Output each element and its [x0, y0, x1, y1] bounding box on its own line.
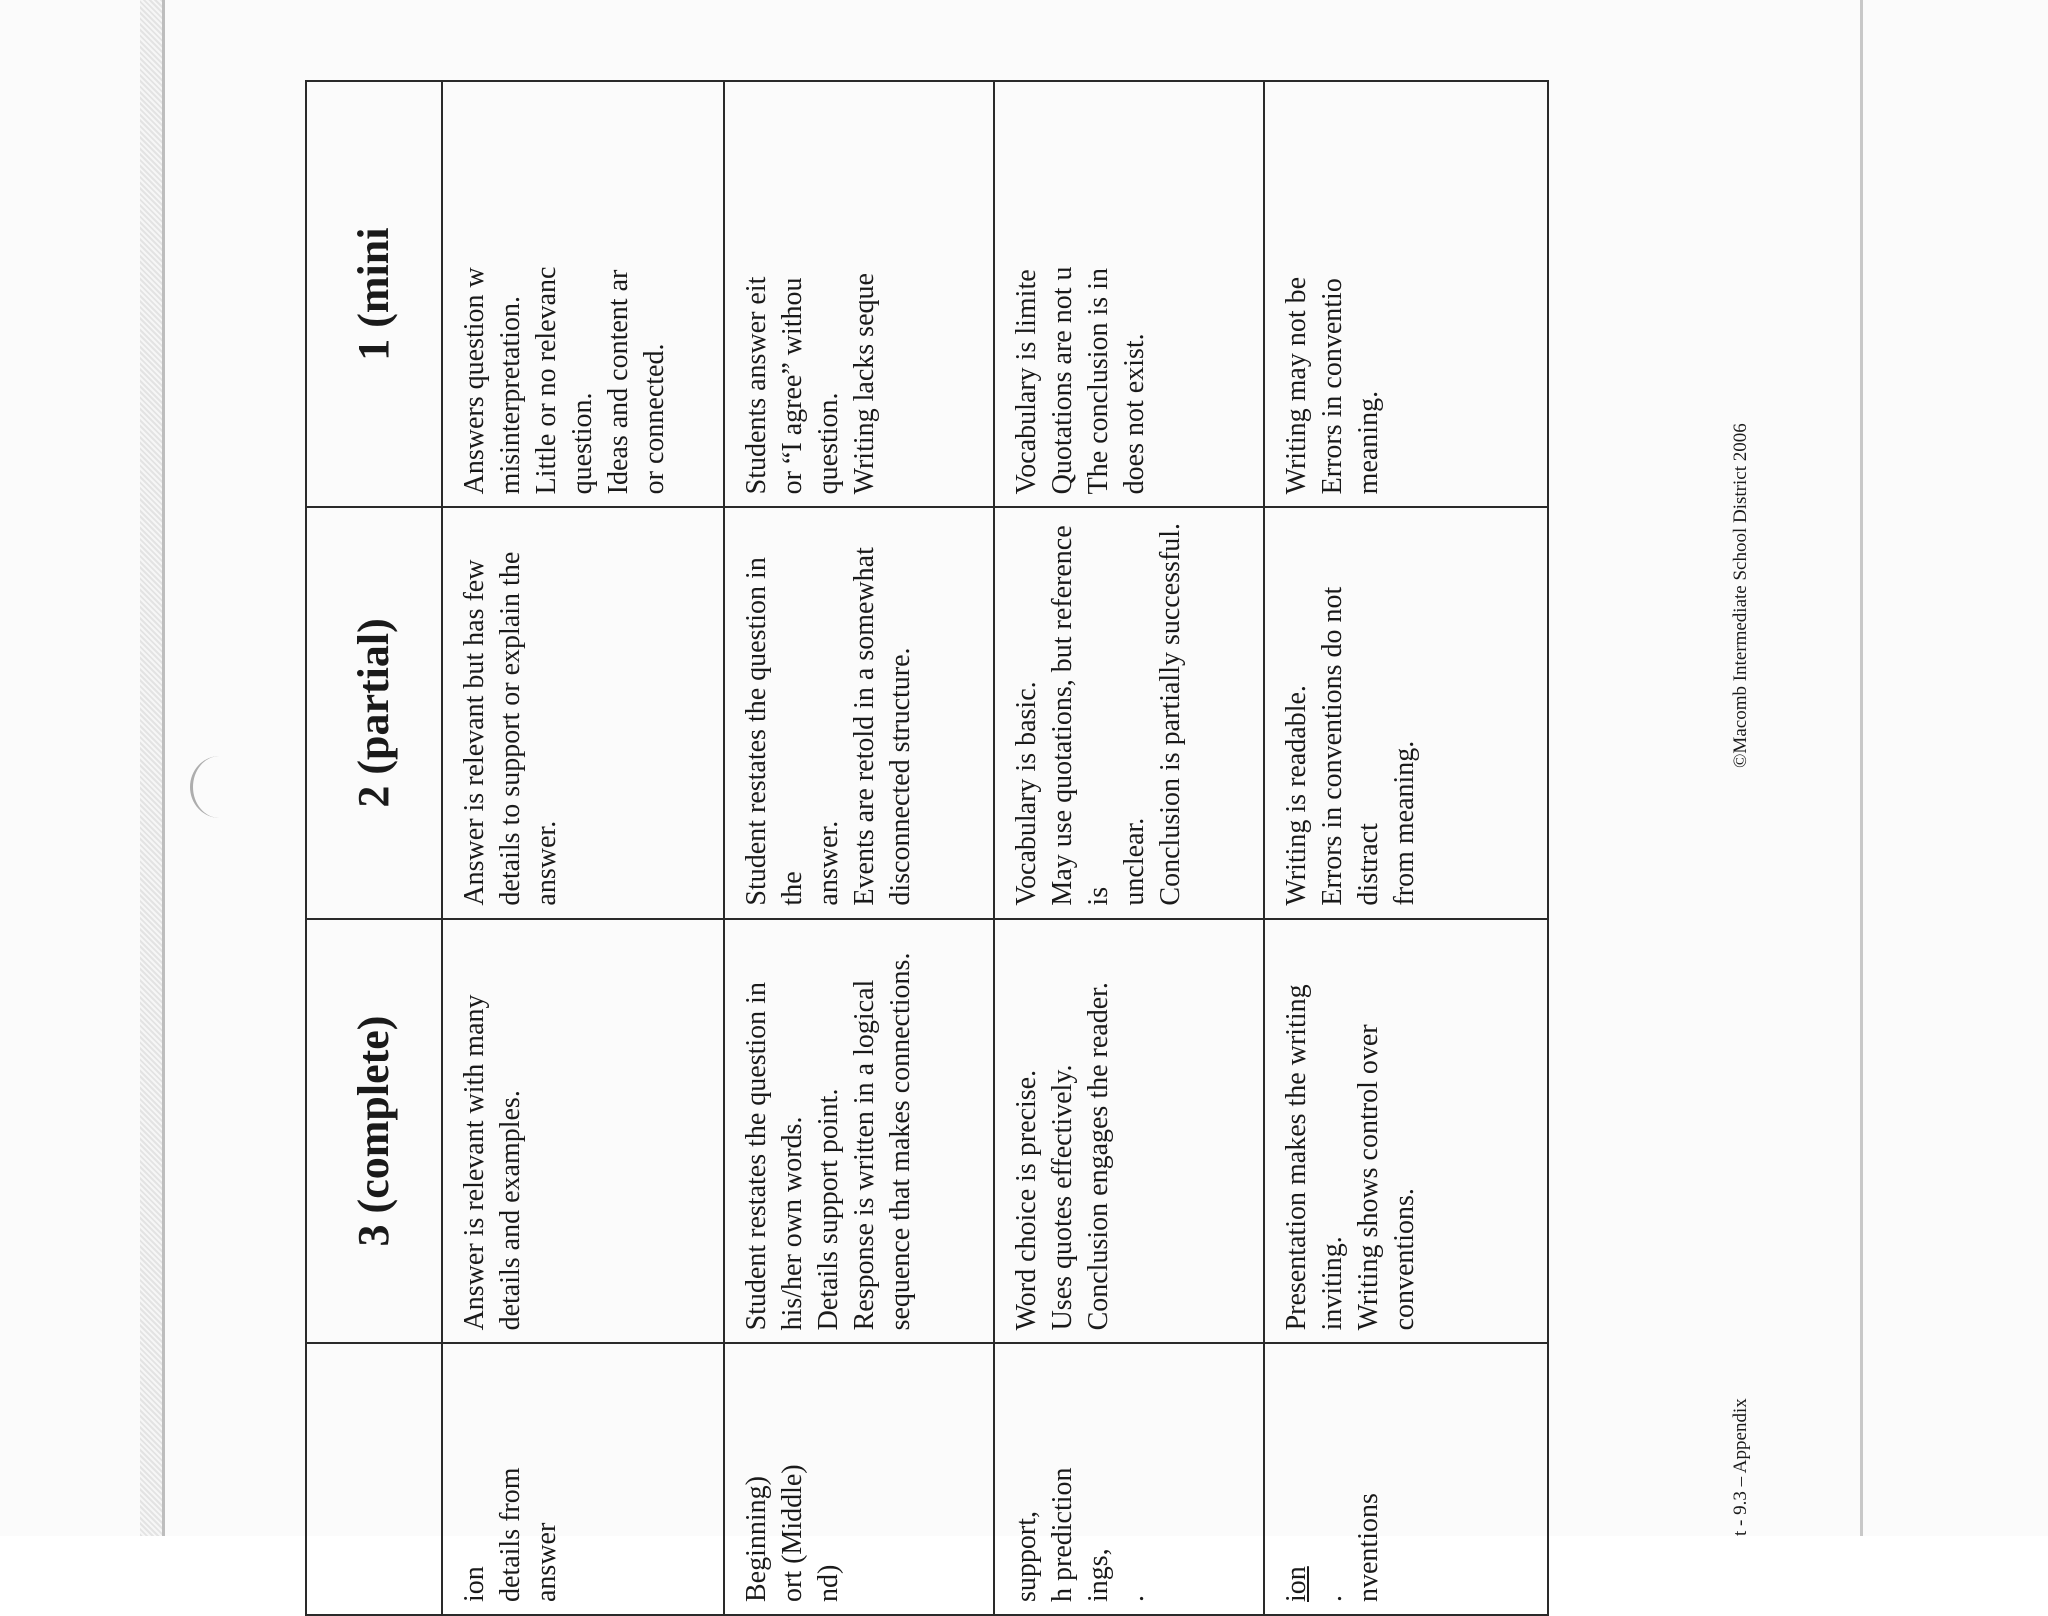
rubric-table [305, 80, 1549, 1616]
table-row [994, 81, 1264, 1615]
partial-cell: Vocabulary is basic. May use quotations, but reference is unclear. Conclusion is partially successful. [994, 507, 1264, 918]
criteria-cell: Beginning) ort (Middle) nd) [724, 1343, 994, 1615]
minimal-cell: Answers question w misinterpretation. Little or no relevanc question. Ideas and content ar or connected. [442, 81, 724, 507]
criteria-cell: ion . nventions [1264, 1343, 1548, 1615]
partial-cell: Answer is relevant but has few details to support or explain the answer. [442, 507, 724, 918]
complete-cell: Word choice is precise. Uses quotes effectively. Conclusion engages the reader. [994, 919, 1264, 1344]
complete-cell: Student restates the question in his/her own words. Details support point. Response is written in a logical sequence that makes connections. [724, 919, 994, 1344]
complete-cell: Answer is relevant with many details and examples. [442, 919, 724, 1344]
minimal-cell: Writing may not be Errors in conventio meaning. [1264, 81, 1548, 507]
table-row [442, 81, 724, 1615]
partial-cell: Student restates the question in the answer. Events are retold in a somewhat disconnected structure. [724, 507, 994, 918]
header-minimal: 1 (mini [306, 81, 442, 507]
table-row [1264, 81, 1548, 1615]
copyright-footer: ©Macomb Intermediate School District 2006 [1730, 423, 1751, 768]
complete-cell: Presentation makes the writing inviting. Writing shows control over conventions. [1264, 919, 1548, 1344]
appendix-footer: t - 9.3 – Appendix [1730, 1398, 1751, 1536]
criteria-cell: ion details from answer [442, 1343, 724, 1615]
header-partial: 2 (partial) [306, 507, 442, 918]
header-complete: 3 (complete) [306, 919, 442, 1344]
minimal-cell: Students answer eit or “I agree” withou question. Writing lacks seque [724, 81, 994, 507]
partial-cell: Writing is readable. Errors in conventions do not distract from meaning. [1264, 507, 1548, 918]
table-row [724, 81, 994, 1615]
rubric-header-row [306, 81, 442, 1615]
header-criteria [306, 1343, 442, 1615]
minimal-cell: Vocabulary is limite Quotations are not u The conclusion is in does not exist. [994, 81, 1264, 507]
criteria-cell: support, h prediction ings, . [994, 1343, 1264, 1615]
